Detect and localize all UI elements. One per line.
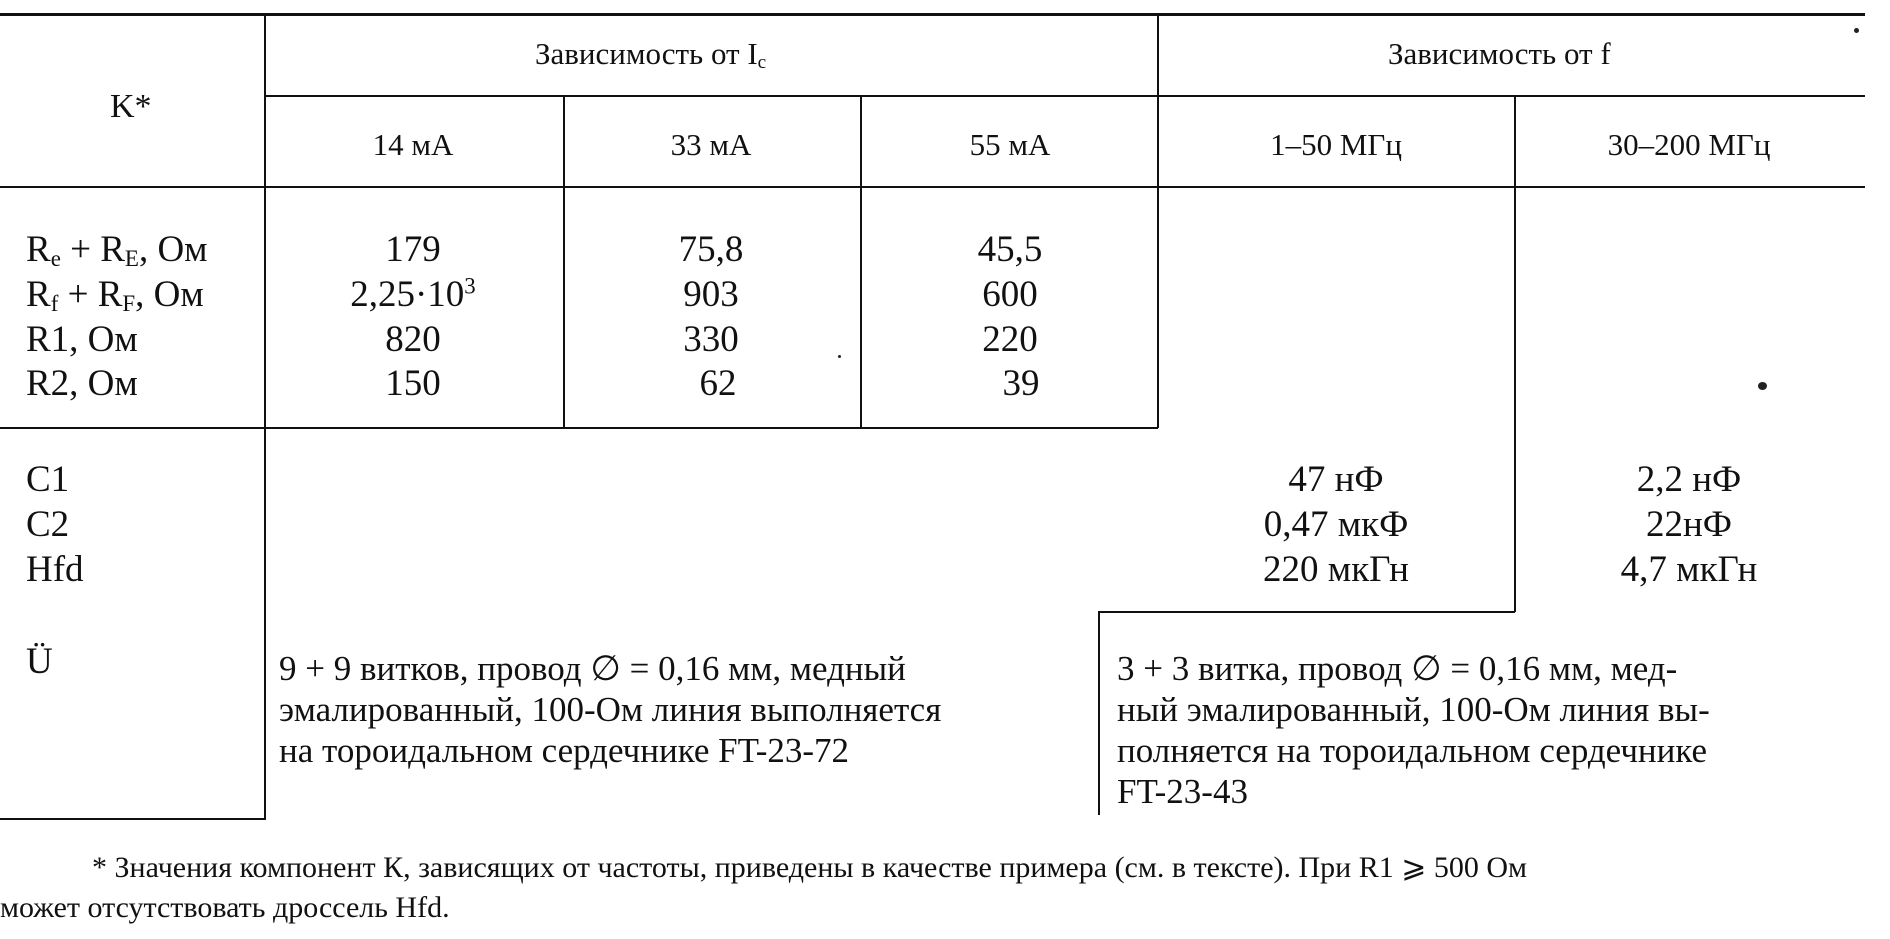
- cell-rf-33ma: 903: [683, 274, 739, 315]
- column-header-rule: [0, 186, 1865, 188]
- row-label-plus: + R: [58, 274, 123, 315]
- row-label-unit: , Ом: [135, 274, 204, 315]
- scan-speck: [1758, 382, 1767, 390]
- footnote-line-1: * Значения компонент К, зависящих от частоты, приведены в качестве примера (см. в тексте). При R1 ⩾ 500 Ом: [92, 851, 1528, 884]
- row-label-base: R: [26, 274, 51, 315]
- row-label-sub: e: [50, 246, 61, 272]
- cell-re-14ma: 179: [385, 229, 441, 270]
- cell-r1-55ma: 220: [982, 319, 1038, 360]
- cell-c1-30-200mhz: 2,2 нФ: [1636, 459, 1742, 500]
- scan-speck: [1854, 28, 1859, 33]
- freq-col-divider: [1514, 96, 1516, 612]
- table-top-rule: [0, 13, 1865, 16]
- col-divider-2: [860, 96, 862, 428]
- row-label-base: R: [26, 229, 51, 270]
- column-header-14ma: 14 мА: [372, 127, 454, 162]
- group-header-current: [535, 36, 766, 72]
- column-header-1-50mhz: 1–50 МГц: [1270, 127, 1402, 162]
- note-line: 9 + 9 витков, провод ∅ = 0,16 мм, медный: [279, 649, 906, 688]
- cell-rf-14ma-main: 2,25·10: [350, 274, 465, 315]
- row-label-r2: R2, Ом: [26, 363, 138, 404]
- scan-speck: [838, 355, 841, 358]
- cell-rf-55ma: 600: [982, 274, 1038, 315]
- cell-r2-14ma: 150: [385, 363, 441, 404]
- row-label-re-re: [26, 228, 208, 271]
- col-divider-1: [563, 96, 565, 428]
- note-line: полняется на тороидальном сердечнике: [1117, 731, 1708, 770]
- cell-re-55ma: 45,5: [977, 229, 1043, 270]
- row-label-rf-rf: [26, 273, 204, 316]
- row-label-sub: E: [124, 246, 139, 272]
- corner-header-text: K*: [110, 88, 152, 125]
- row-label-hfd: Hfd: [26, 549, 84, 590]
- row-label-r1: R1, Ом: [26, 319, 138, 360]
- row-label-c1: C1: [26, 459, 70, 500]
- column-header-33ma: 33 мА: [670, 127, 752, 162]
- frequency-block-bottom-rule: [1098, 611, 1515, 613]
- cell-rf-14ma: [313, 273, 513, 316]
- resistor-block-bottom-rule: [0, 427, 1158, 429]
- label-column-divider: [264, 13, 266, 820]
- cell-hfd-30-200mhz: 4,7 мкГн: [1620, 549, 1758, 590]
- cell-re-33ma: 75,8: [678, 229, 744, 270]
- row-label-sub: f: [50, 291, 59, 317]
- row-label-transformer: Ü: [26, 641, 53, 682]
- note-line: FT-23-43: [1117, 772, 1248, 811]
- column-header-55ma: 55 мА: [969, 127, 1051, 162]
- corner-header: [110, 88, 152, 126]
- group-header-current-sub: c: [757, 52, 767, 74]
- cell-r2-55ma: 39: [1002, 363, 1040, 404]
- cell-c1-1-50mhz: 47 нФ: [1288, 459, 1384, 500]
- group-header-rule: [265, 95, 1865, 97]
- cell-c2-1-50mhz: 0,47 мкФ: [1263, 504, 1409, 545]
- group-header-frequency: [1388, 36, 1611, 72]
- note-line: эмалированный, 100-Ом линия выполняется: [279, 690, 942, 729]
- group-header-current-label: Зависимость от I: [535, 36, 758, 71]
- note-line: ный эмалированный, 100-Ом линия вы-: [1117, 690, 1710, 729]
- cell-rf-14ma-exp: 3: [464, 273, 476, 299]
- cell-c2-30-200mhz: 22нФ: [1645, 504, 1733, 545]
- cell-r1-33ma: 330: [683, 319, 739, 360]
- transformer-note-left: [279, 648, 941, 771]
- cell-hfd-1-50mhz: 220 мкГн: [1263, 549, 1409, 590]
- column-header-30-200mhz: 30–200 МГц: [1607, 127, 1771, 162]
- note-divider: [1098, 612, 1100, 815]
- row-label-c2: C2: [26, 504, 70, 545]
- cell-r2-33ma: 62: [699, 363, 737, 404]
- note-line: на тороидальном сердечнике FT-23-72: [279, 731, 850, 770]
- footnote-line-2: может отсутствовать дроссель Hfd.: [0, 891, 450, 924]
- row-label-sub: F: [122, 291, 136, 317]
- table-bottom-rule: [0, 818, 265, 820]
- cell-r1-14ma: 820: [385, 319, 441, 360]
- note-line: 3 + 3 витка, провод ∅ = 0,16 мм, мед-: [1117, 649, 1678, 688]
- group-header-frequency-label: Зависимость от f: [1388, 36, 1611, 71]
- row-label-unit: , Ом: [138, 229, 208, 270]
- footnote: [0, 848, 1527, 928]
- transformer-note-right: [1117, 648, 1710, 812]
- row-label-plus: + R: [60, 229, 125, 270]
- group-divider: [1157, 13, 1159, 428]
